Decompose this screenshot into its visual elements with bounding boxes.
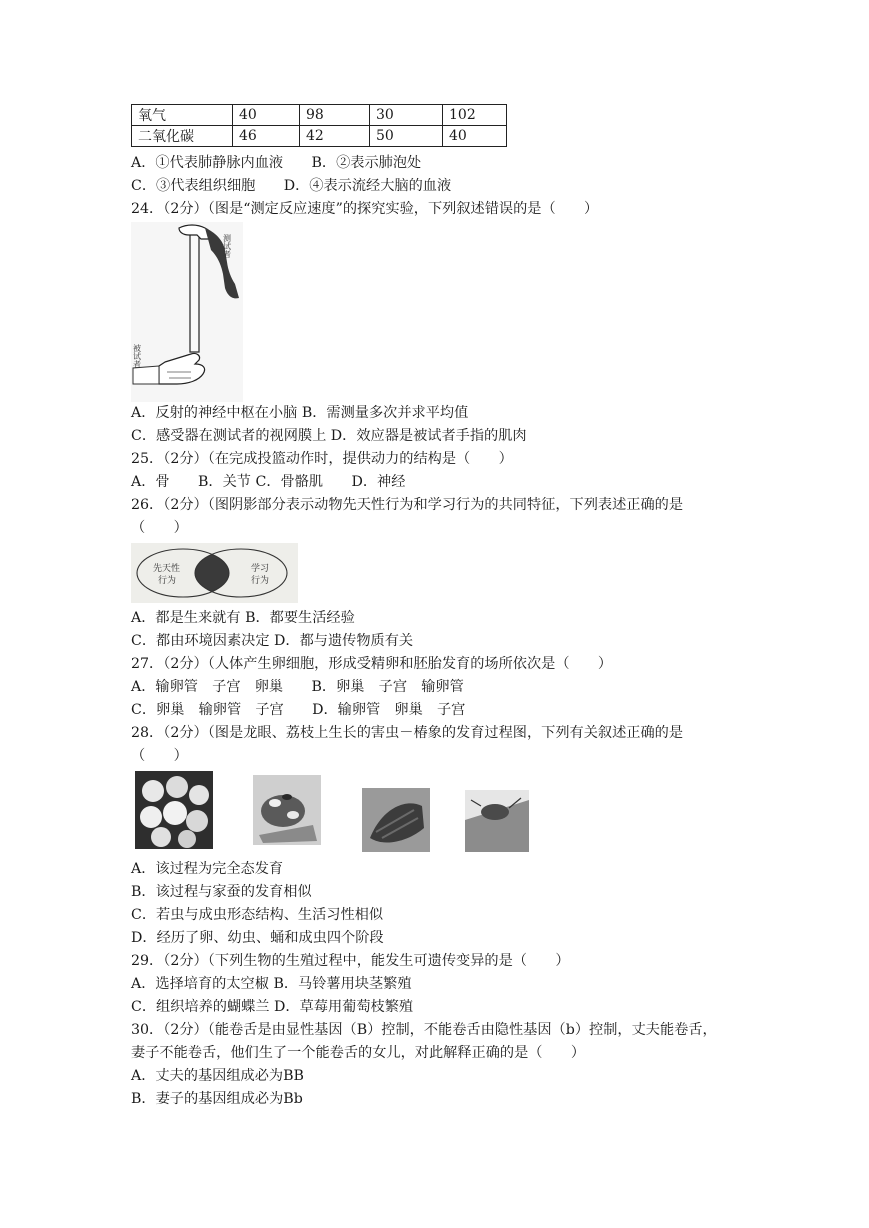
q27-options-ab: A．输卵管 子宫 卵巢 B．卵巢 子宫 输卵管 — [131, 679, 464, 695]
venn-right-label-2: 行为 — [251, 575, 270, 585]
venn-left-label-2: 行为 — [158, 575, 177, 585]
table-cell: 42 — [300, 126, 370, 147]
table-row — [132, 126, 507, 147]
stage-photo-eggs — [135, 771, 213, 849]
q30-option-b: B．妻子的基因组成必为Bb — [131, 1091, 303, 1107]
q27-stem: 27．（2分）（人体产生卵细胞，形成受精卵和胚胎发育的场所依次是（ ） — [131, 656, 613, 672]
q25-options: A．骨 B．关节 C．骨骼肌 D．神经 — [131, 474, 406, 490]
q24-options-cd: C．感受器在测试者的视网膜上 D．效应器是被试者手指的肌肉 — [131, 428, 527, 444]
q23-options-cd: C．③代表组织细胞 D．④表示流经大脑的血液 — [131, 178, 452, 194]
table-cell: 50 — [370, 126, 443, 147]
figure-label-top: 测试者 — [222, 234, 232, 258]
reaction-test-figure — [131, 222, 243, 402]
gas-table — [131, 104, 507, 147]
q25-stem: 25．（2分）（在完成投篮动作时，提供动力的结构是（ ） — [131, 451, 513, 467]
table-cell: 46 — [233, 126, 300, 147]
table-cell: 30 — [370, 105, 443, 126]
q24-stem: 24．（2分）（图是“测定反应速度”的探究实验，下列叙述错误的是（ ） — [131, 201, 599, 217]
venn-figure — [131, 543, 298, 603]
q27-options-cd: C．卵巢 输卵管 子宫 D．输卵管 卵巢 子宫 — [131, 702, 466, 718]
table-cell: 二氧化碳 — [132, 126, 233, 147]
q30-option-a: A．丈夫的基因组成必为BB — [131, 1068, 304, 1084]
q28-option-c: C．若虫与成虫形态结构、生活习性相似 — [131, 907, 384, 923]
q24-options-ab: A．反射的神经中枢在小脑 B．需测量多次并求平均值 — [131, 405, 469, 421]
table-cell: 40 — [233, 105, 300, 126]
q28-stem-tail: （ ） — [131, 748, 188, 764]
q28-option-d: D．经历了卵、幼虫、蛹和成虫四个阶段 — [131, 930, 384, 946]
q30-stem-tail: 妻子不能卷舌，他们生了一个能卷舌的女儿，对此解释正确的是（ ） — [131, 1045, 586, 1061]
stage-photo-adult — [465, 790, 529, 852]
q28-stem: 28．（2分）（图是龙眼、荔枝上生长的害虫－椿象的发育过程图，下列有关叙述正确的是 — [131, 725, 684, 741]
table-cell: 40 — [443, 126, 507, 147]
q26-stem: 26．（2分）（图阴影部分表示动物先天性行为和学习行为的共同特征，下列表述正确的是 — [131, 497, 684, 513]
q29-options-ab: A．选择培育的太空椒 B．马铃薯用块茎繁殖 — [131, 976, 412, 992]
table-row — [132, 105, 507, 126]
q28-option-a: A．该过程为完全态发育 — [131, 861, 284, 877]
q26-options-ab: A．都是生来就有 B．都要生活经验 — [131, 610, 355, 626]
q29-stem: 29．（2分）（下列生物的生殖过程中，能发生可遗传变异的是（ ） — [131, 953, 570, 969]
venn-right-label-1: 学习 — [251, 563, 270, 573]
stage-photo-larva — [362, 788, 430, 852]
q30-stem: 30．（2分）（能卷舌是由显性基因（B）控制，不能卷舌由隐性基因（b）控制，丈夫能卷舌， — [131, 1022, 717, 1038]
q26-options-cd: C．都由环境因素决定 D．都与遗传物质有关 — [131, 633, 414, 649]
q28-option-b: B．该过程与家蚕的发育相似 — [131, 884, 312, 900]
q26-stem-tail: （ ） — [131, 520, 188, 536]
table-cell: 98 — [300, 105, 370, 126]
q23-options-ab: A．①代表肺静脉内血液 B．②表示肺泡处 — [131, 155, 422, 171]
stage-photo-nymphs — [253, 775, 321, 845]
table-cell: 102 — [443, 105, 507, 126]
q29-options-cd: C．组织培养的蝴蝶兰 D．草莓用葡萄枝繁殖 — [131, 999, 414, 1015]
table-cell: 氧气 — [132, 105, 233, 126]
venn-left-label-1: 先天性 — [153, 563, 181, 573]
figure-label-bottom: 被试者 — [132, 344, 142, 368]
